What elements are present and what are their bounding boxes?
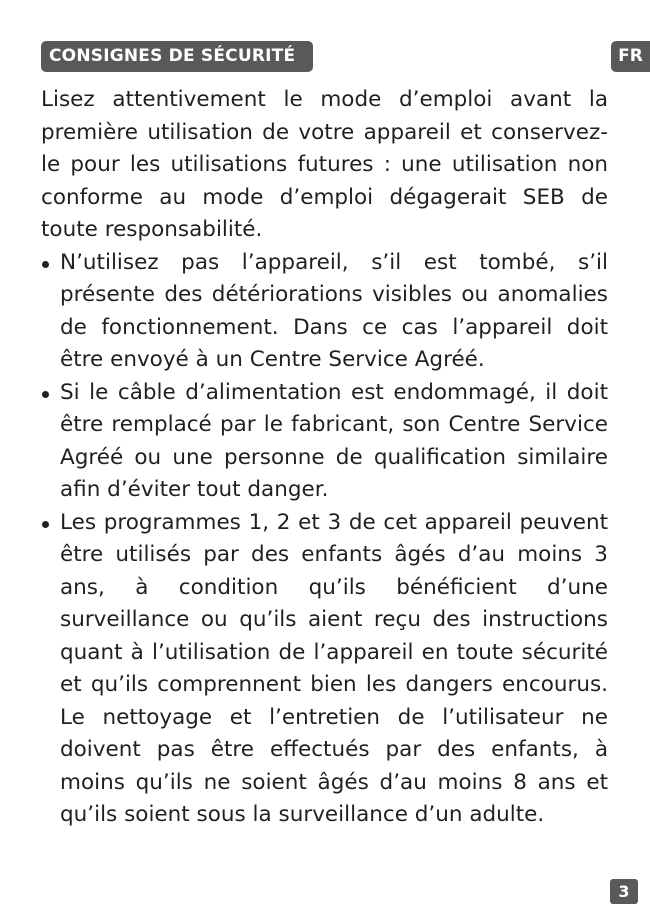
section-title-badge: CONSIGNES DE SÉCURITÉ [41, 41, 303, 72]
language-badge: FR [611, 41, 650, 72]
bullet-item [41, 507, 608, 832]
bullet-icon [42, 521, 49, 528]
bullet-text: Si le câble d’alimentation est endommagé, il doit être remplacé par le fabricant, son Centre Service Agréé ou une personne de qualification similaire afin d’éviter tout danger. [60, 379, 608, 502]
page-number: 3 [610, 879, 638, 904]
safety-instructions [41, 84, 608, 832]
bullet-icon [42, 261, 49, 268]
intro-paragraph: Lisez attentivement le mode d’emploi avant la première utilisation de votre appareil et conservez-le pour les utilisations futures : une utilisation non conforme au mode d’emploi dégagerait SEB de toute responsabilité. [41, 87, 608, 242]
bullet-item [41, 377, 608, 507]
bullet-icon [42, 391, 49, 398]
bullet-list [41, 247, 608, 832]
bullet-text: N’utilisez pas l’appareil, s’il est tombé, s’il présente des détériorations visibles ou anomalies de fonctionnement. Dans ce cas l’appareil doit être envoyé à un Centre Service Agréé. [60, 249, 608, 372]
bullet-text: Les programmes 1, 2 et 3 de cet appareil peuvent être utilisés par des enfants âgés d’au moins 3 ans, à condition qu’ils bénéficient d’une surveillance ou qu’ils aient reçu des instructions quant à l’utilisation de l’appareil en toute sécurité et qu’ils comprennent bien les dangers encourus. Le nettoyage et l’entretien de l’utilisateur ne doivent pas être effectués par des enfants, à moins qu’ils ne soient âgés d’au moins 8 ans et qu’ils soient sous la surveillance d’un adulte. [60, 509, 608, 827]
bullet-item [41, 247, 608, 377]
